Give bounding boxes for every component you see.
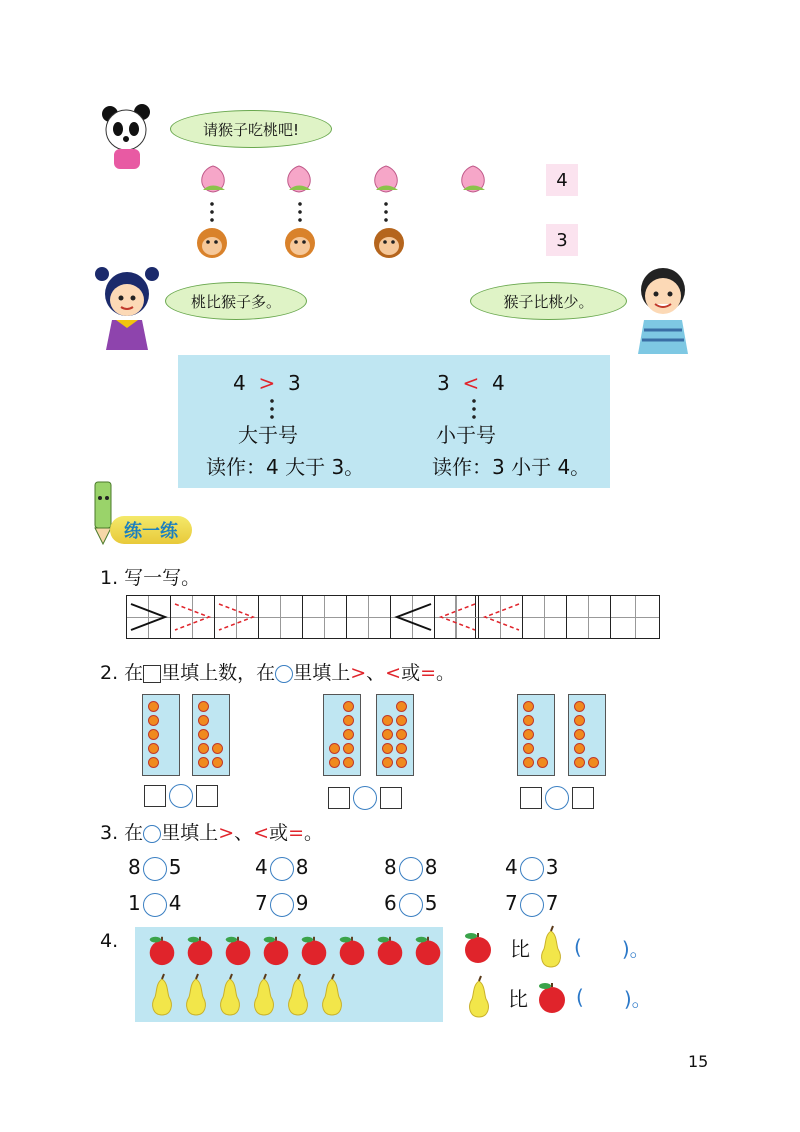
monkey-icon bbox=[283, 226, 317, 264]
ex3-text: 里填上 bbox=[161, 822, 219, 844]
writing-cell[interactable] bbox=[127, 596, 171, 638]
gt-reading: 读作：4 大于 3。 bbox=[206, 455, 365, 479]
or-word: 或 bbox=[269, 822, 289, 844]
answer-square[interactable] bbox=[144, 785, 166, 807]
pear-icon bbox=[283, 973, 313, 1021]
compare-left: 7 bbox=[505, 891, 518, 915]
peach-icon bbox=[195, 162, 231, 198]
peach-icon bbox=[281, 162, 317, 198]
pair-dots bbox=[384, 200, 388, 226]
answer-circle[interactable] bbox=[545, 786, 569, 810]
boy-illustration bbox=[628, 262, 698, 357]
compare-right: 4 bbox=[168, 891, 182, 915]
apple-icon bbox=[373, 933, 407, 971]
ex2-label bbox=[100, 658, 455, 685]
apple-row bbox=[145, 933, 445, 971]
pear-icon bbox=[536, 925, 566, 969]
answer-circle[interactable] bbox=[399, 893, 423, 917]
compare-left: 4 bbox=[255, 855, 268, 879]
apple-icon bbox=[221, 933, 255, 971]
apple-icon bbox=[460, 929, 496, 965]
writing-cell[interactable] bbox=[259, 596, 303, 638]
circle-icon bbox=[275, 665, 293, 683]
circle-icon bbox=[143, 825, 161, 843]
eq-sign: = bbox=[420, 662, 436, 684]
pair-dots bbox=[210, 200, 214, 226]
compare-word: 比 bbox=[510, 936, 530, 961]
ex4-label: 4. bbox=[100, 930, 119, 952]
lt-reading: 读作：3 小于 4。 bbox=[432, 455, 591, 479]
comparison-rule-box bbox=[178, 355, 610, 488]
page-number: 15 bbox=[688, 1052, 709, 1071]
compare-right: 8 bbox=[295, 855, 309, 879]
dot-panel bbox=[192, 694, 230, 776]
lt-left-number: 3 bbox=[437, 371, 450, 395]
dot-panel bbox=[517, 694, 555, 776]
fruit-box bbox=[135, 927, 443, 1022]
answer-square[interactable] bbox=[520, 787, 542, 809]
gt-name: 大于号 bbox=[238, 423, 298, 447]
period: 。 bbox=[303, 822, 323, 844]
ex2-text: 2. 在 bbox=[100, 662, 144, 684]
answer-circle[interactable] bbox=[270, 893, 294, 917]
ex1-label: 1. 写一写。 bbox=[100, 567, 201, 589]
gt-right-number: 3 bbox=[287, 371, 301, 395]
compare-left: 7 bbox=[255, 891, 268, 915]
ex3-label bbox=[100, 818, 323, 845]
pear-icon bbox=[464, 975, 494, 1019]
compare-right: 9 bbox=[295, 891, 309, 915]
answer-square[interactable] bbox=[328, 787, 350, 809]
writing-cell[interactable] bbox=[171, 596, 215, 638]
panda-illustration bbox=[98, 102, 158, 172]
separator: 、 bbox=[234, 822, 254, 844]
practice-banner-label: 练一练 bbox=[124, 521, 178, 542]
answer-paren-close: )。 bbox=[623, 986, 652, 1011]
apple-icon bbox=[534, 979, 570, 1015]
compare-right: 3 bbox=[545, 855, 559, 879]
apple-icon bbox=[297, 933, 331, 971]
compare-item bbox=[505, 855, 558, 881]
compare-item bbox=[128, 855, 181, 881]
gt-sign: > bbox=[218, 822, 235, 844]
answer-square[interactable] bbox=[196, 785, 218, 807]
compare-item bbox=[255, 855, 308, 881]
lt-sign: < bbox=[253, 822, 270, 844]
writing-cell[interactable] bbox=[215, 596, 259, 638]
monkey-icon bbox=[195, 226, 229, 264]
compare-left: 6 bbox=[384, 891, 397, 915]
compare-item bbox=[128, 891, 181, 917]
gt-sign: > bbox=[350, 662, 367, 684]
pear-icon bbox=[181, 973, 211, 1021]
period: 。 bbox=[436, 662, 456, 684]
lt-name: 小于号 bbox=[436, 423, 496, 447]
eq-sign: = bbox=[288, 822, 304, 844]
compare-left: 1 bbox=[128, 891, 141, 915]
answer-circle[interactable] bbox=[399, 857, 423, 881]
compare-left: 8 bbox=[384, 855, 397, 879]
writing-cell[interactable] bbox=[391, 596, 435, 638]
answer-paren-close: )。 bbox=[621, 936, 650, 961]
writing-cell[interactable] bbox=[435, 596, 479, 638]
writing-cell[interactable] bbox=[567, 596, 611, 638]
square-icon bbox=[143, 665, 161, 683]
answer-circle[interactable] bbox=[520, 893, 544, 917]
pair-dots bbox=[298, 200, 302, 226]
practice-banner bbox=[110, 516, 192, 544]
apple-icon bbox=[183, 933, 217, 971]
answer-square[interactable] bbox=[380, 787, 402, 809]
apple-icon bbox=[411, 933, 445, 971]
answer-circle[interactable] bbox=[169, 784, 193, 808]
answer-circle[interactable] bbox=[353, 786, 377, 810]
dot-panel bbox=[323, 694, 361, 776]
writing-cell[interactable] bbox=[479, 596, 523, 638]
writing-cell[interactable] bbox=[347, 596, 391, 638]
compare-left: 4 bbox=[505, 855, 518, 879]
apple-icon bbox=[335, 933, 369, 971]
answer-paren-open: ( bbox=[574, 935, 582, 959]
panda-speech-bubble bbox=[170, 110, 332, 148]
boy-speech: 猴子比桃少。 bbox=[503, 292, 594, 311]
pear-icon bbox=[147, 973, 177, 1021]
girl-speech-bubble bbox=[165, 282, 307, 320]
lt-right-number: 4 bbox=[491, 371, 505, 395]
dot-panel bbox=[568, 694, 606, 776]
pear-icon bbox=[215, 973, 245, 1021]
ex1-lt-writing-grid bbox=[390, 595, 660, 639]
pear-icon bbox=[249, 973, 279, 1021]
compare-item bbox=[505, 891, 558, 917]
answer-circle[interactable] bbox=[143, 893, 167, 917]
pear-icon bbox=[317, 973, 347, 1021]
gt-left-number: 4 bbox=[233, 371, 246, 395]
ex2-text: 里填上 bbox=[293, 662, 351, 684]
writing-cell[interactable] bbox=[523, 596, 567, 638]
peach-count-box: 4 bbox=[546, 164, 578, 196]
panda-speech: 请猴子吃桃吧! bbox=[202, 120, 299, 139]
compare-left: 8 bbox=[128, 855, 141, 879]
pear-row bbox=[147, 973, 347, 1021]
compare-right: 8 bbox=[424, 855, 438, 879]
less-than-sign: < bbox=[462, 371, 480, 395]
girl-illustration bbox=[92, 262, 162, 352]
apple-icon bbox=[145, 933, 179, 971]
lt-sign: < bbox=[385, 662, 402, 684]
ex4-row1 bbox=[460, 925, 650, 969]
monkey-count-box: 3 bbox=[546, 224, 578, 256]
boy-speech-bubble bbox=[470, 282, 627, 320]
answer-paren-open: ( bbox=[576, 985, 584, 1009]
answer-boxes bbox=[144, 784, 218, 808]
compare-item bbox=[384, 855, 437, 881]
writing-cell[interactable] bbox=[303, 596, 347, 638]
compare-right: 7 bbox=[545, 891, 559, 915]
compare-item bbox=[384, 891, 437, 917]
lt-expression bbox=[437, 371, 505, 395]
gt-pointer-dots bbox=[270, 397, 274, 419]
monkey-icon bbox=[372, 226, 406, 264]
dot-panel bbox=[142, 694, 180, 776]
dot-panel bbox=[376, 694, 414, 776]
peach-icon bbox=[455, 162, 491, 198]
greater-than-sign: > bbox=[258, 371, 276, 395]
answer-circle[interactable] bbox=[143, 857, 167, 881]
compare-item bbox=[255, 891, 308, 917]
ex2-text: 里填上数，在 bbox=[161, 662, 276, 684]
compare-word: 比 bbox=[508, 986, 528, 1011]
gt-expression bbox=[233, 371, 301, 395]
compare-right: 5 bbox=[424, 891, 438, 915]
separator: 、 bbox=[366, 662, 386, 684]
lt-pointer-dots bbox=[472, 397, 476, 419]
apple-icon bbox=[259, 933, 293, 971]
answer-boxes bbox=[328, 786, 402, 810]
ex3-text: 3. 在 bbox=[100, 822, 144, 844]
writing-cell[interactable] bbox=[611, 596, 659, 638]
answer-square[interactable] bbox=[572, 787, 594, 809]
ex4-row2 bbox=[464, 974, 652, 1020]
or-word: 或 bbox=[401, 662, 421, 684]
answer-circle[interactable] bbox=[520, 857, 544, 881]
girl-speech: 桃比猴子多。 bbox=[190, 292, 281, 311]
answer-boxes bbox=[520, 786, 594, 810]
peach-icon bbox=[368, 162, 404, 198]
compare-right: 5 bbox=[168, 855, 182, 879]
answer-circle[interactable] bbox=[270, 857, 294, 881]
